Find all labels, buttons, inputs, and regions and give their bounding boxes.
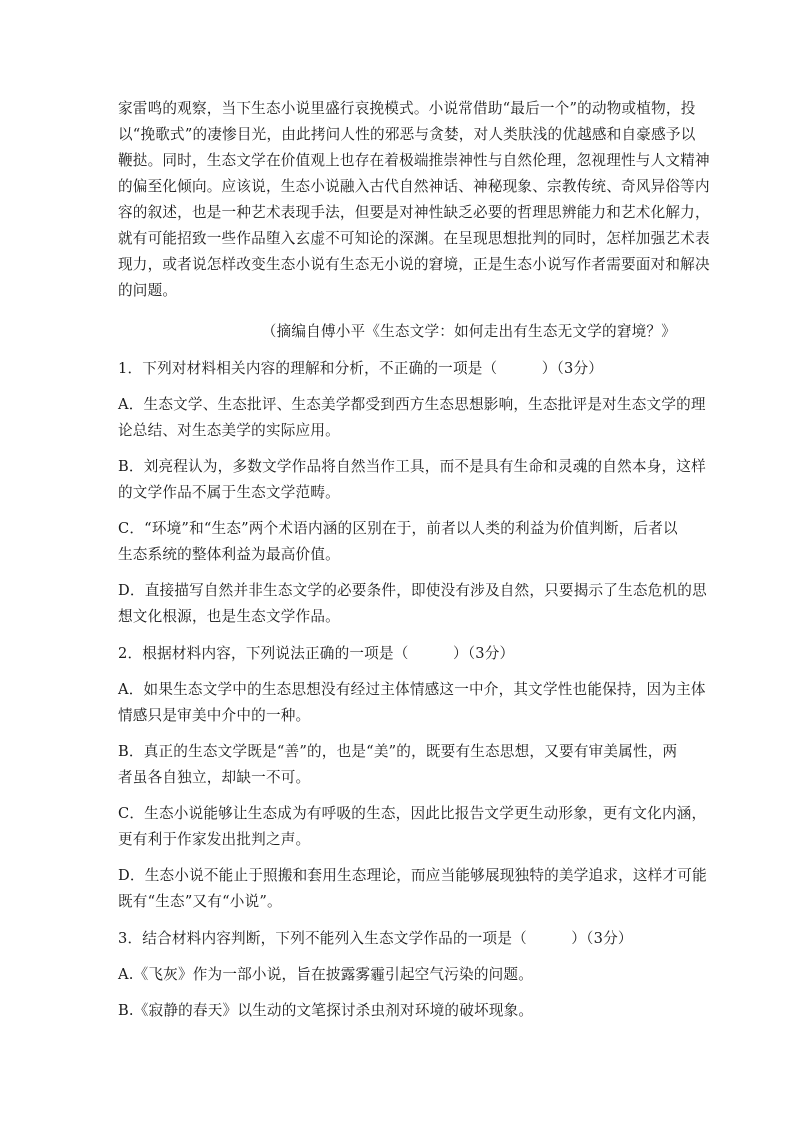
option-c[interactable] <box>118 801 707 853</box>
passage-line: 以“挽歌式”的凄惨目光，由此拷问人性的邪恶与贪婪，对人类肤浅的优越感和自豪感予以 <box>118 126 696 143</box>
passage-line: 鞭挞。同时，生态文学在价值观上也存在着极端推崇神性与自然伦理，忽视理性与人文精神 <box>118 152 710 169</box>
option-text: 更有利于作家发出批判之声。 <box>118 831 311 848</box>
option-text: 者虽各自独立，却缺一不可。 <box>118 769 311 786</box>
option-text: 生态系统的整体利益为最高价值。 <box>118 546 340 563</box>
passage-line: 家雷鸣的观察，当下生态小说里盛行哀挽模式。小说常借助“最后一个”的动物或植物，投 <box>118 100 696 117</box>
passage-line: 就有可能招致一些作品堕入玄虚不可知论的深渊。在呈现思想批判的同时，怎样加强艺术表 <box>118 230 710 247</box>
option-text: A.《飞灰》作为一部小说，旨在披露雾霾引起空气污染的问题。 <box>118 966 534 983</box>
option-text: 情感只是审美中介中的一种。 <box>118 707 311 724</box>
passage-line: 的问题。 <box>118 282 178 299</box>
question-stem: 1．下列对材料相关内容的理解和分析，不正确的一项是（ ）（3分） <box>118 360 604 377</box>
question-3 <box>118 926 676 1024</box>
option-text: B．真正的生态文学既是“善”的，也是“美”的，既要有生态思想，又要有审美属性，两 <box>118 743 678 760</box>
option-text: 的文学作品不属于生态文学范畴。 <box>118 484 340 501</box>
option-c[interactable] <box>118 516 676 568</box>
question-1 <box>118 356 707 630</box>
option-text: 既有“生态”又有“小说”。 <box>118 893 282 910</box>
option-text: 论总结、对生态美学的实际应用。 <box>118 422 340 439</box>
passage-line: 容的叙述，也是一种艺术表现手法，但要是对神性缺乏必要的哲理思辨能力和艺术化解力， <box>118 204 710 221</box>
option-a[interactable] <box>118 962 676 988</box>
option-a[interactable] <box>118 392 706 444</box>
option-a[interactable] <box>118 677 706 729</box>
option-d[interactable] <box>118 578 707 630</box>
option-d[interactable] <box>118 863 707 915</box>
option-text: A．生态文学、生态批评、生态美学都受到西方生态思想影响，生态批评是对生态文学的理 <box>118 396 706 413</box>
option-b[interactable] <box>118 739 676 791</box>
option-text: B.《寂静的春天》以生动的文笔探讨杀虫剂对环境的破坏现象。 <box>118 1002 534 1019</box>
option-text: D．生态小说不能止于照搬和套用生态理论，而应当能够展现独特的美学追求，这样才可能 <box>118 867 707 884</box>
passage-source: （摘编自傅小平《生态文学：如何走出有生态无文学的窘境？》 <box>261 323 676 340</box>
option-text: B．刘亮程认为，多数文学作品将自然当作工具，而不是具有生命和灵魂的自然本身，这样 <box>118 458 706 475</box>
option-b[interactable] <box>118 454 706 506</box>
option-b[interactable] <box>118 998 676 1024</box>
option-text: 想文化根源，也是生态文学作品。 <box>118 608 340 625</box>
option-text: A．如果生态文学中的生态思想没有经过主体情感这一中介，其文学性也能保持，因为主体 <box>118 681 706 698</box>
option-text: C．生态小说能够让生态成为有呼吸的生态，因此比报告文学更生动形象，更有文化内涵， <box>118 805 707 822</box>
passage-line: 现力，或者说怎样改变生态小说有生态无小说的窘境，正是生态小说写作者需要面对和解决 <box>118 256 710 273</box>
passage-paragraph <box>118 96 710 304</box>
option-text: C．“环境”和“生态”两个术语内涵的区别在于，前者以人类的利益为价值判断，后者以 <box>118 520 678 537</box>
question-stem: 3．结合材料内容判断，下列不能列入生态文学作品的一项是（ ）（3分） <box>118 930 633 947</box>
question-2 <box>118 641 707 915</box>
question-stem: 2．根据材料内容，下列说法正确的一项是（ ）（3分） <box>118 645 515 662</box>
option-text: D．直接描写自然并非生态文学的必要条件，即使没有涉及自然，只要揭示了生态危机的思 <box>118 582 707 599</box>
passage-line: 的偏至化倾向。应该说，生态小说融入古代自然神话、神秘现象、宗教传统、奇风异俗等内 <box>118 178 710 195</box>
